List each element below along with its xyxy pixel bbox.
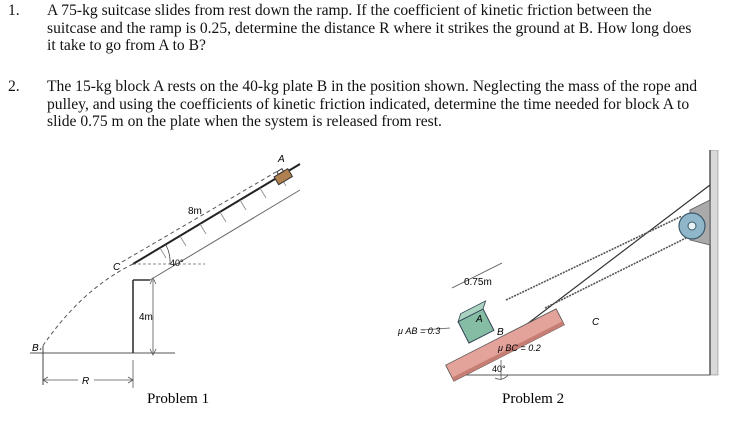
label-a: A: [278, 154, 285, 165]
problem-1-line-3: it take to go from A to B?: [47, 37, 206, 54]
right-wall: [710, 150, 718, 375]
label-mu-ab: μ AB = 0.3: [398, 326, 441, 336]
label-block-a: A: [476, 314, 483, 325]
problem-2-line-2: pulley, and using the coefficients of kinetic friction indicated, determine the time needed for block A to: [47, 95, 690, 113]
suitcase: [273, 166, 293, 185]
label-angle-40-2: 40°: [492, 364, 506, 374]
label-r: R: [82, 376, 90, 387]
rope-upper: [506, 216, 682, 300]
label-4m: 4m: [139, 312, 153, 323]
figure-problem-1: [0, 150, 330, 416]
label-mu-bc: μ BC = 0.2: [498, 343, 541, 353]
problem-2-line-1: The 15-kg block A rests on the 40-kg plate B in the position shown. Neglecting the mass of the rope and: [47, 78, 698, 95]
problem-1: [0, 2, 725, 55]
ramp-hatching: [160, 176, 286, 258]
caption-problem-1: Problem 1: [147, 391, 210, 407]
problem-2-line-3: slide 0.75 m on the plate when the system is released from rest.: [47, 113, 442, 130]
label-pulley-c: C: [592, 317, 600, 328]
trajectory-path: [40, 264, 133, 350]
label-angle-40: 40°: [170, 258, 184, 268]
problem-1-number: 1.: [8, 2, 20, 19]
label-b: B: [32, 343, 39, 354]
problem-1-line-2: suitcase and the ramp is 0.25, determine the distance R where it strikes the ground at B. How long does: [47, 19, 692, 37]
caption-problem-2: Problem 2: [502, 391, 565, 407]
problem-2-number: 2.: [8, 78, 20, 95]
problem-2: [0, 78, 725, 131]
distance-8m-line: [122, 172, 276, 262]
label-c: C: [113, 262, 121, 273]
label-8m: 8m: [188, 206, 202, 217]
label-0-75m: 0.75m: [464, 277, 492, 288]
problem-1-line-1: A 75-kg suitcase slides from rest down the ramp. If the coefficient of kinetic friction between the: [47, 2, 652, 19]
pulley: [679, 200, 710, 245]
label-plate-b: B: [497, 327, 504, 338]
figure-problem-2: [380, 150, 746, 416]
